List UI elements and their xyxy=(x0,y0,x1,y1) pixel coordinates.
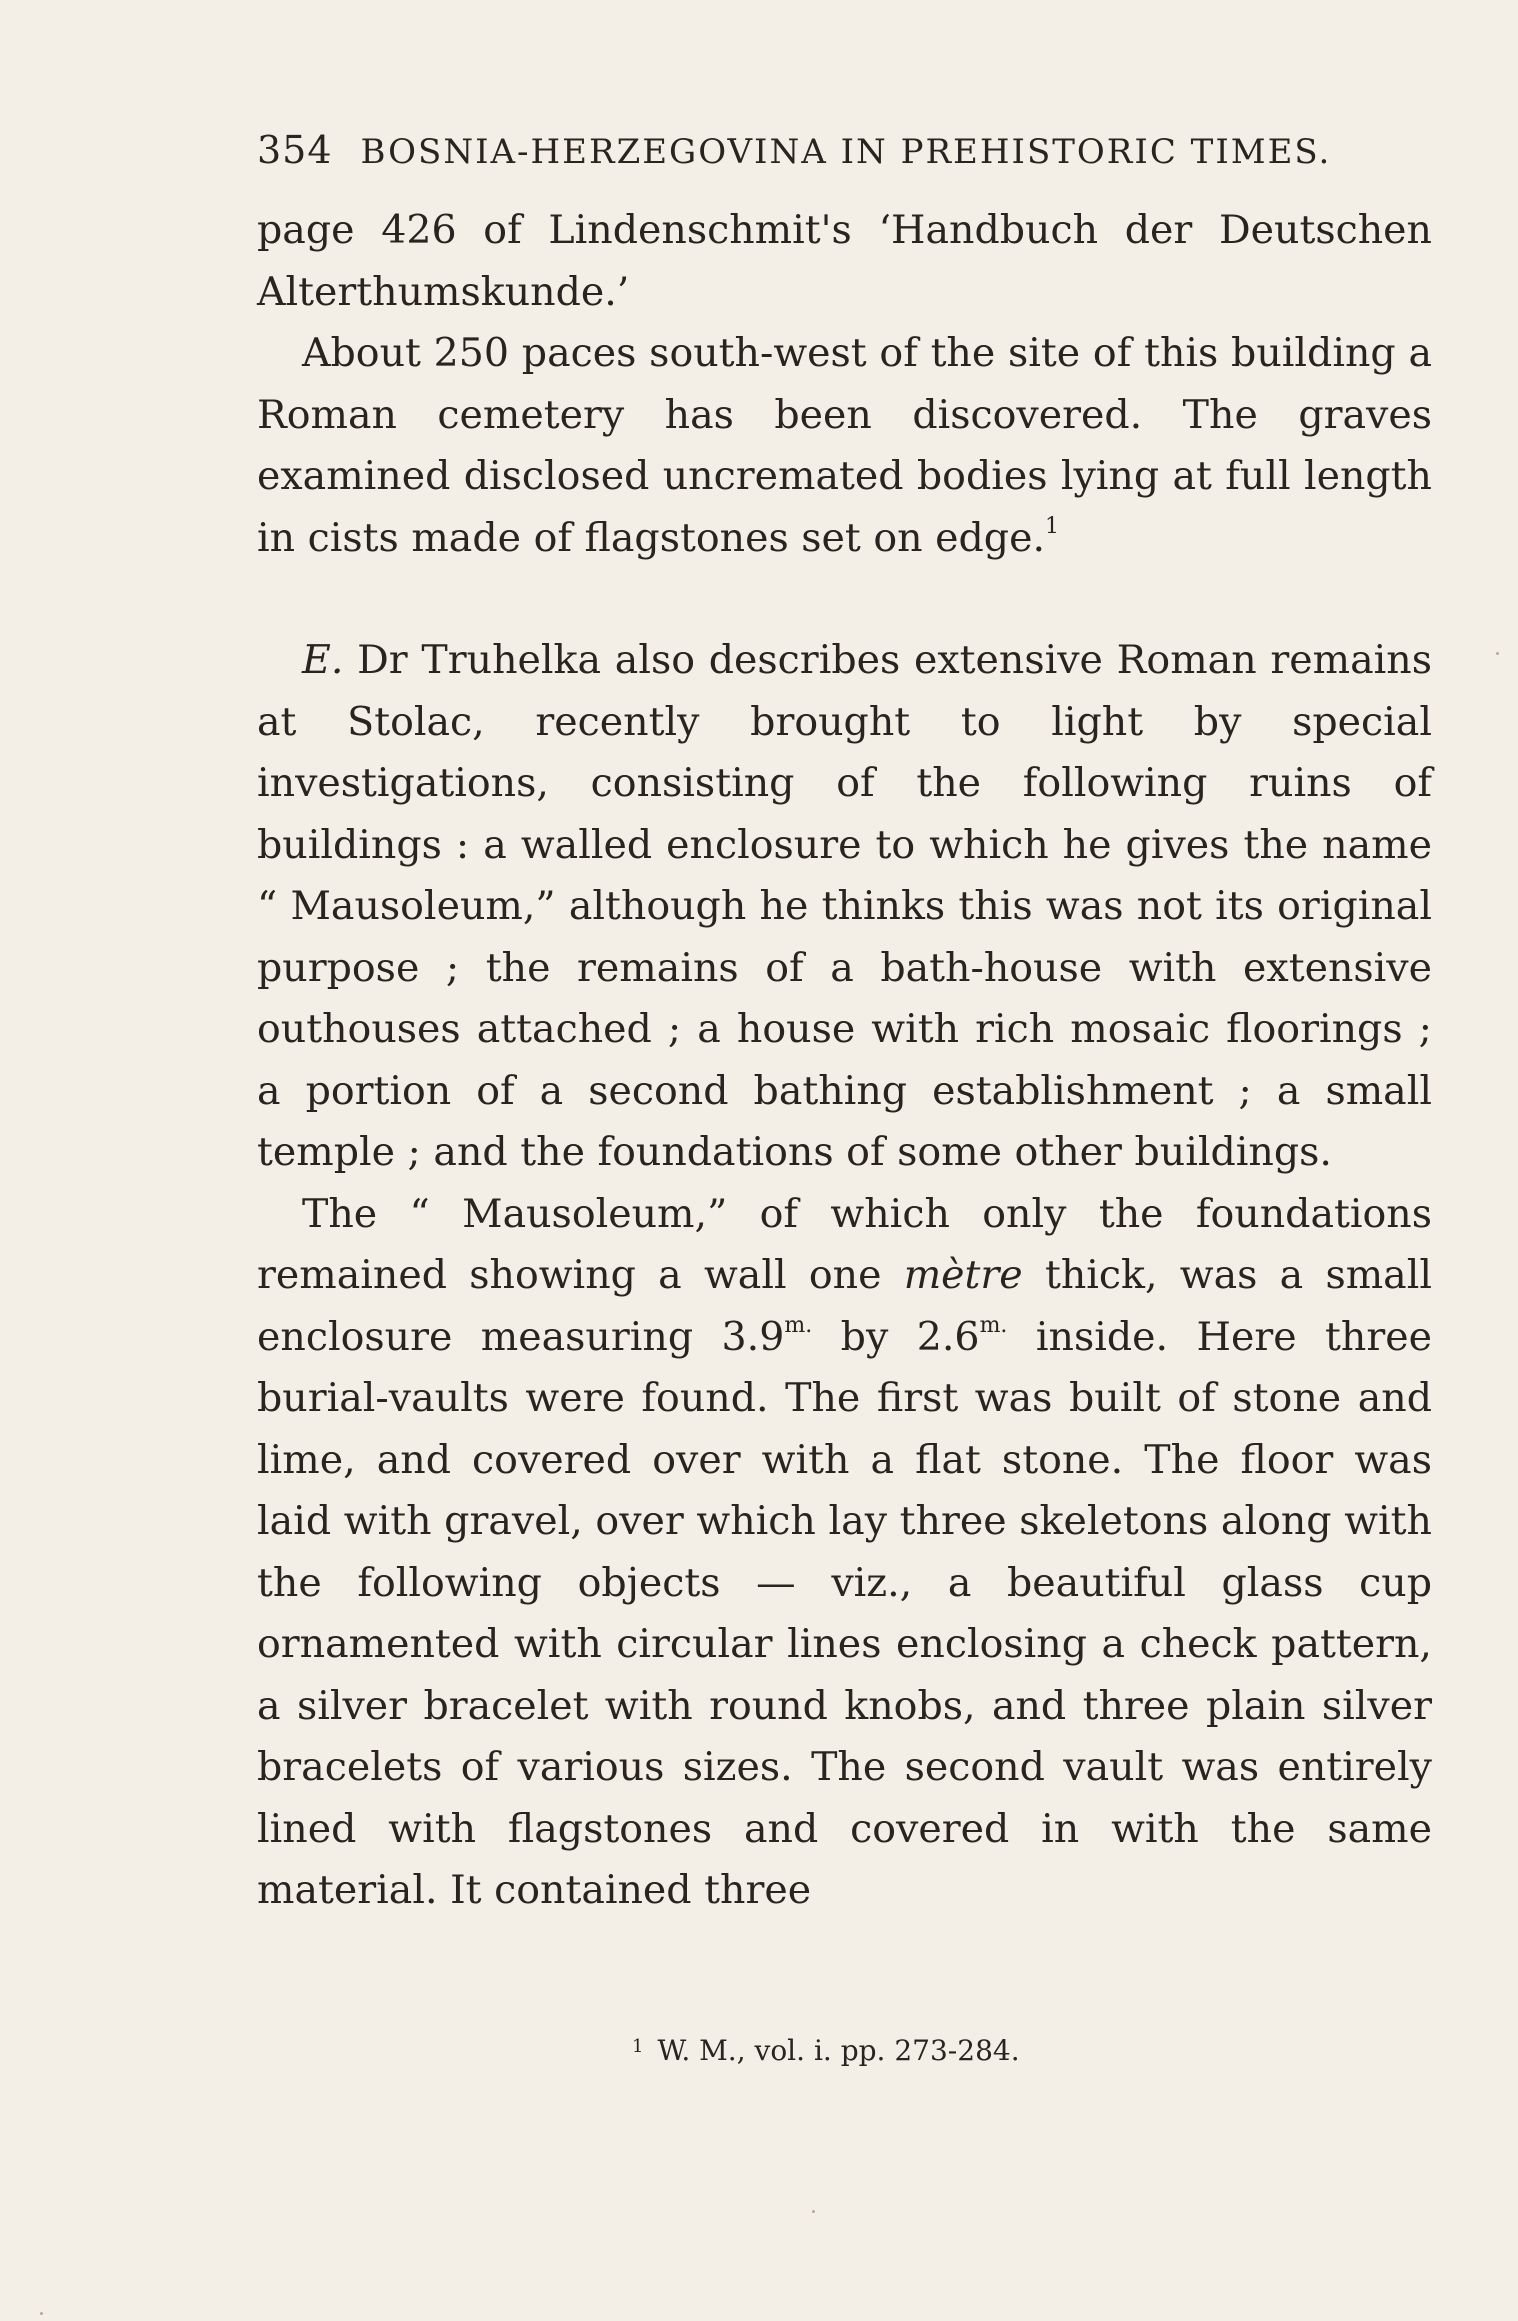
paper-speck xyxy=(812,2210,815,2213)
paragraph-continuation xyxy=(257,200,1432,323)
paragraph-2-text: About 250 paces south-west of the site of this building a Roman cemetery has been discovered. The graves examined disclosed uncremated bodies lying at full length in cists made of flagstones set on edge. xyxy=(257,330,1432,561)
footnote-marker: 1 xyxy=(632,2036,644,2057)
paragraph-4-text-b: thick, was a small enclosure measuring 3.9 xyxy=(257,1252,1432,1360)
paragraph-3-text: Dr Truhelka also describes extensive Roman remains at Stolac, recently brought to light by special investigations, consisting of the following ruins of buildings : a walled enclosure to which he gives the name “ Mausoleum,” although he thinks this was not its original purpose ; the remains of a bath-house with extensive outhouses attached ; a house with rich mosaic floorings ; a portion of a second bathing establishment ; a small temple ; and the foundations of some other buildings. xyxy=(257,637,1432,1175)
paragraph-4-text-c: by 2.6 xyxy=(812,1313,980,1360)
paragraph-1-text: page 426 of Lindenschmit's ‘Handbuch der Deutschen Alterthumskunde.’ xyxy=(257,207,1432,315)
paragraph-mausoleum xyxy=(257,1184,1432,1922)
unit-superscript-2: m. xyxy=(979,1312,1008,1338)
section-letter: E. xyxy=(302,637,344,683)
paper-speck xyxy=(40,2312,43,2315)
footnote-text: W. M., vol. i. pp. 273-284. xyxy=(657,2034,1020,2067)
paragraph-stolac-remains xyxy=(257,630,1432,1184)
running-header xyxy=(257,128,1332,172)
running-title: BOSNIA-HERZEGOVINA IN PREHISTORIC TIMES. xyxy=(360,132,1332,172)
body-text xyxy=(257,200,1432,1922)
paragraph-roman-cemetery xyxy=(257,323,1432,569)
footnote xyxy=(632,2034,1020,2067)
page-number: 354 xyxy=(257,128,333,172)
paragraph-4-metre: mètre xyxy=(903,1252,1023,1298)
paragraph-4-text-a: The “ Mausoleum,” of which only the foundations remained showing a wall one xyxy=(257,1190,1432,1298)
paragraph-4-text-d: inside. Here three burial-vaults were found. The first was built of stone and lime, and covered over with a flat stone. The floor was laid with gravel, over which lay three skeletons along with the following objects — viz., a beautiful glass cup ornamented with circular lines enclosing a check pattern, a silver bracelet with round knobs, and three plain silver bracelets of various sizes. The second vault was entirely lined with flagstones and covered in with the same material. It contained three xyxy=(257,1313,1432,1913)
unit-superscript-1: m. xyxy=(784,1312,813,1338)
footnote-reference[interactable]: 1 xyxy=(1045,513,1060,539)
paper-speck xyxy=(1496,652,1499,655)
